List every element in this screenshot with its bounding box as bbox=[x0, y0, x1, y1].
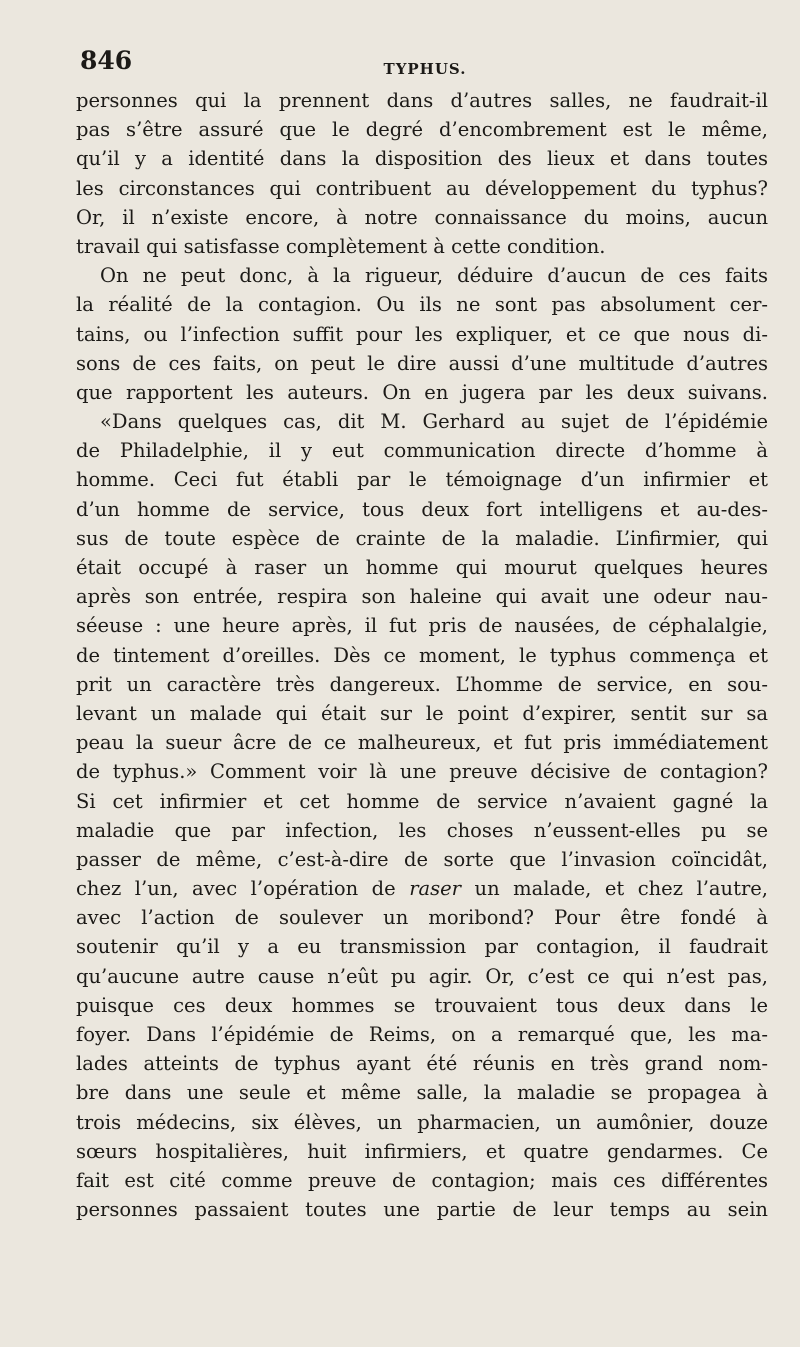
text-line: homme. Ceci fut établi par le témoignage d’un infirmier et bbox=[76, 468, 768, 492]
text-line: pas s’être assuré que le degré d’encombrement est le même, bbox=[76, 118, 768, 142]
text-line: trois médecins, six élèves, un pharmacien, un aumônier, douze bbox=[76, 1110, 768, 1134]
text-line: bre dans une seule et même salle, la maladie se propagea à bbox=[76, 1081, 768, 1105]
text-segment: un malade, et chez l’autre, bbox=[461, 877, 768, 901]
text-line: après son entrée, respira son haleine qui avait une odeur nau- bbox=[76, 585, 768, 609]
text-line: passer de même, c’est-à-dire de sorte que l’invasion coïncidât, bbox=[76, 847, 768, 871]
text-line: sons de ces faits, on peut le dire aussi d’une multitude d’autres bbox=[76, 351, 768, 375]
text-line: foyer. Dans l’épidémie de Reims, on a remarqué que, les ma- bbox=[76, 1023, 768, 1046]
text-line: séeuse : une heure après, il fut pris de nausées, de céphalalgie, bbox=[76, 614, 768, 638]
text-line: personnes passaient toutes une partie de leur temps au sein bbox=[76, 1198, 768, 1222]
text-line: fait est cité comme preuve de contagion; mais ces différentes bbox=[76, 1168, 768, 1192]
text-line: était occupé à raser un homme qui mourut quelques heures bbox=[76, 556, 768, 579]
text-line: peau la sueur âcre de ce malheureux, et fut pris immédiatement bbox=[76, 731, 768, 755]
text-line: maladie que par infection, les choses n’eussent-elles pu se bbox=[76, 818, 768, 842]
italic-word: raser bbox=[409, 877, 462, 901]
text-segment: chez l’un, avec l’opération de bbox=[76, 877, 410, 901]
text-line: la réalité de la contagion. Ou ils ne sont pas absolument cer- bbox=[76, 293, 768, 317]
text-line: de typhus.» Comment voir là une preuve décisive de contagion? bbox=[76, 760, 768, 784]
text-line: sus de toute espèce de crainte de la maladie. L’infirmier, qui bbox=[76, 526, 768, 550]
text-line-with-italic bbox=[76, 874, 768, 903]
text-line: soutenir qu’il y a eu transmission par contagion, il faudrait bbox=[76, 935, 768, 959]
text-line: prit un caractère très dangereux. L’homme de service, en sou- bbox=[76, 672, 768, 696]
text-line: levant un malade qui était sur le point d’expirer, sentit sur sa bbox=[76, 701, 768, 725]
text-line: avec l’action de soulever un moribond? Pour être fondé à bbox=[76, 906, 768, 930]
running-head bbox=[80, 46, 770, 80]
text-line: lades atteints de typhus ayant été réunis en très grand nom- bbox=[76, 1052, 768, 1076]
text-line: qu’aucune autre cause n’eût pu agir. Or, c’est ce qui n’est pas, bbox=[76, 964, 768, 988]
running-title: TYPHUS. bbox=[383, 60, 467, 78]
text-line: les circonstances qui contribuent au développement du typhus? bbox=[76, 176, 768, 200]
text-line: d’un homme de service, tous deux fort intelligens et au-des- bbox=[76, 497, 768, 521]
text-line: tains, ou l’infection suffit pour les expliquer, et ce que nous di- bbox=[76, 322, 768, 346]
page-number: 846 bbox=[80, 46, 133, 75]
text-line: Si cet infirmier et cet homme de service n’avaient gagné la bbox=[76, 789, 768, 813]
paragraph-start-line: «Dans quelques cas, dit M. Gerhard au sujet de l’épidémie bbox=[100, 410, 768, 434]
text-line: de tintement d’oreilles. Dès ce moment, le typhus commença et bbox=[76, 643, 768, 667]
text-line: Or, il n’existe encore, à notre connaissance du moins, aucun bbox=[76, 205, 768, 229]
text-line: sœurs hospitalières, huit infirmiers, et quatre gendarmes. Ce bbox=[76, 1139, 768, 1163]
text-line: personnes qui la prennent dans d’autres salles, ne faudrait-il bbox=[76, 89, 768, 112]
text-line: que rapportent les auteurs. On en jugera par les deux suivans. bbox=[76, 380, 768, 404]
text-line: qu’il y a identité dans la disposition des lieux et dans toutes bbox=[76, 147, 768, 171]
body-text bbox=[76, 86, 768, 1224]
paragraph-start-line: On ne peut donc, à la rigueur, déduire d’aucun de ces faits bbox=[100, 264, 768, 288]
text-line: de Philadelphie, il y eut communication directe d’homme à bbox=[76, 439, 768, 463]
text-line: puisque ces deux hommes se trouvaient tous deux dans le bbox=[76, 993, 768, 1017]
text-line: travail qui satisfasse complètement à cette condition. bbox=[76, 234, 606, 258]
